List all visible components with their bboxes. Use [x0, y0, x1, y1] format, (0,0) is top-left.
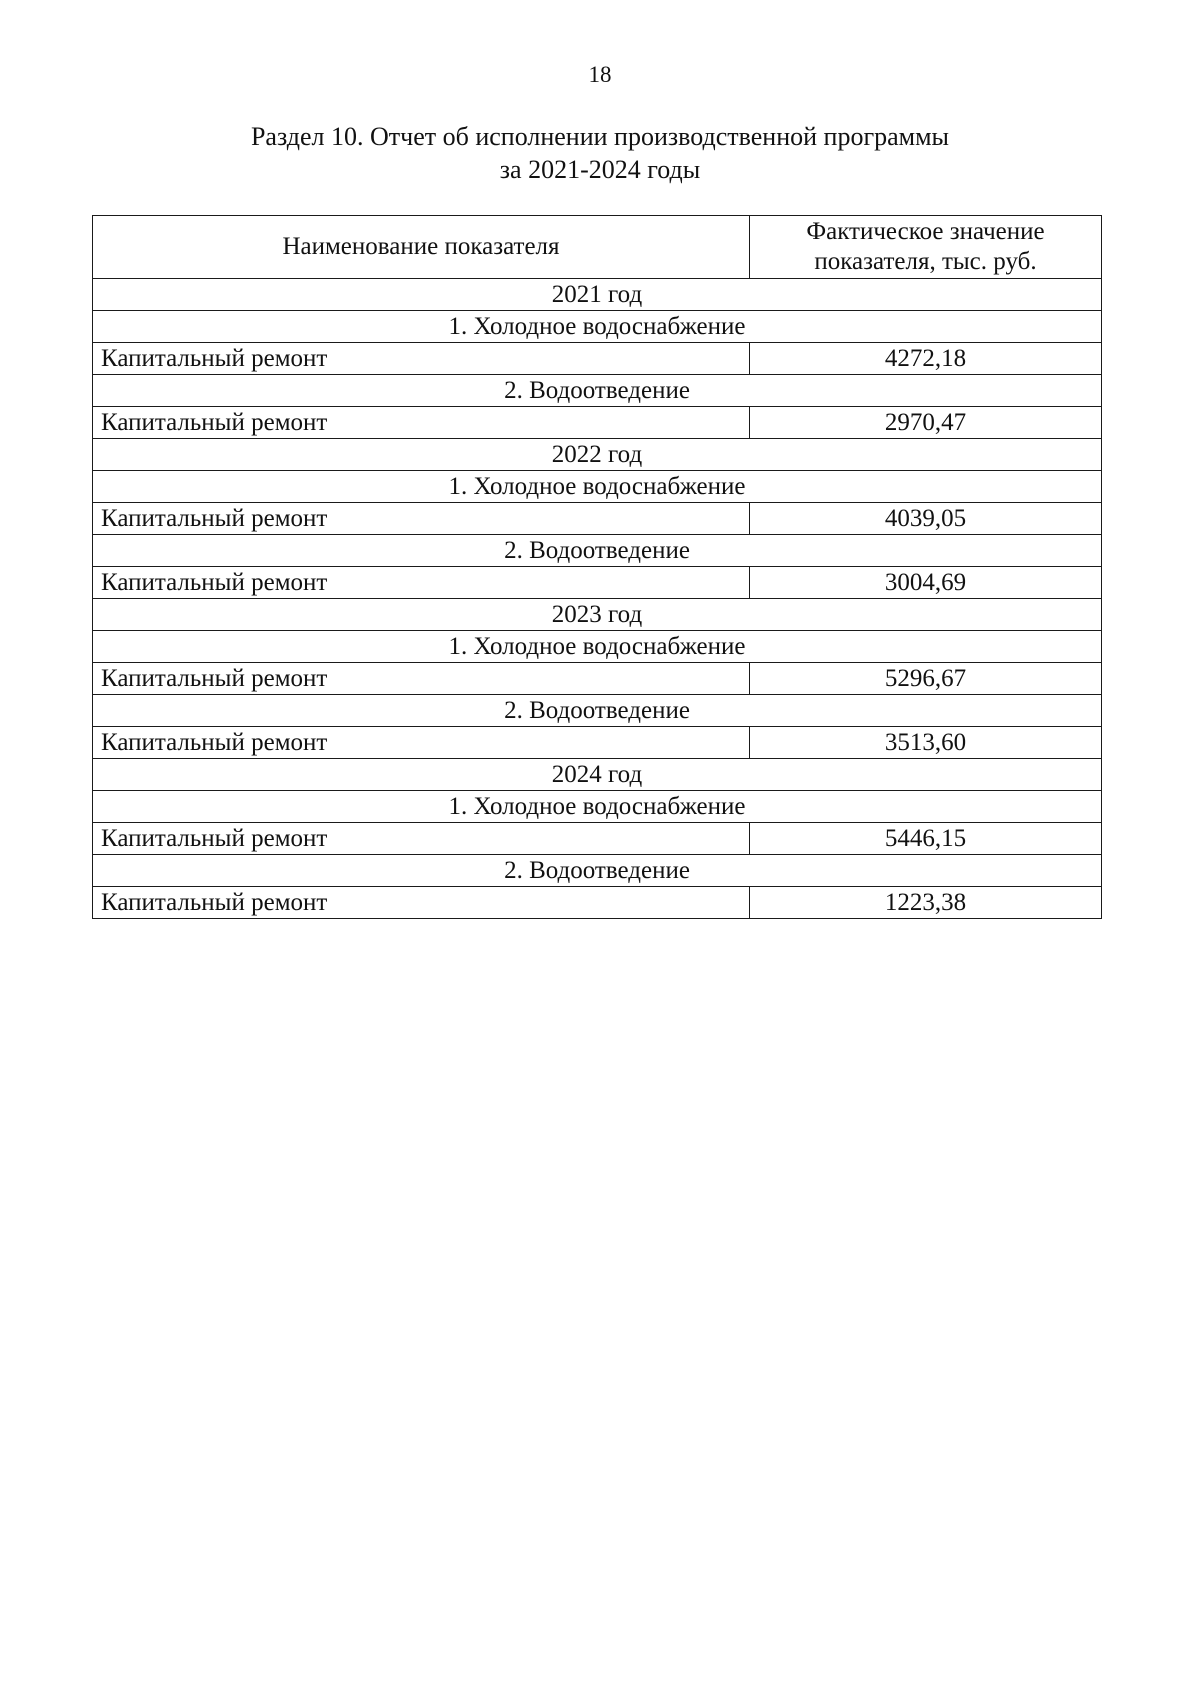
indicator-value: 1223,38 [750, 887, 1102, 919]
section-row [93, 791, 1102, 823]
indicator-name: Капитальный ремонт [93, 503, 750, 535]
production-program-report-table [92, 215, 1102, 919]
indicator-value: 5296,67 [750, 663, 1102, 695]
indicator-name: Капитальный ремонт [93, 343, 750, 375]
section-row [93, 695, 1102, 727]
year-row [93, 279, 1102, 311]
table-header-row [93, 216, 1102, 279]
section-row [93, 311, 1102, 343]
table-row [93, 343, 1102, 375]
table-row [93, 407, 1102, 439]
section-title: 2. Водоотведение [93, 695, 1102, 727]
section-row [93, 855, 1102, 887]
header-indicator-name: Наименование показателя [93, 216, 750, 279]
table-row [93, 503, 1102, 535]
year-label: 2024 год [93, 759, 1102, 791]
section-title: 2. Водоотведение [93, 855, 1102, 887]
section-row [93, 535, 1102, 567]
year-row [93, 759, 1102, 791]
table-row [93, 887, 1102, 919]
section-row [93, 375, 1102, 407]
indicator-name: Капитальный ремонт [93, 407, 750, 439]
section-row [93, 471, 1102, 503]
indicator-value: 4272,18 [750, 343, 1102, 375]
header-actual-value: Фактическое значение показателя, тыс. руб. [750, 216, 1102, 279]
page-number: 18 [588, 62, 612, 87]
section-row [93, 631, 1102, 663]
document-title [0, 120, 1200, 186]
year-label: 2021 год [93, 279, 1102, 311]
indicator-value: 3004,69 [750, 567, 1102, 599]
table-row [93, 727, 1102, 759]
indicator-value: 4039,05 [750, 503, 1102, 535]
year-row [93, 439, 1102, 471]
indicator-name: Капитальный ремонт [93, 887, 750, 919]
year-label: 2023 год [93, 599, 1102, 631]
indicator-name: Капитальный ремонт [93, 663, 750, 695]
document-title-line-2: за 2021-2024 годы [499, 155, 701, 184]
indicator-value: 3513,60 [750, 727, 1102, 759]
year-label: 2022 год [93, 439, 1102, 471]
table-row [93, 567, 1102, 599]
section-title: 2. Водоотведение [93, 375, 1102, 407]
table-row [93, 823, 1102, 855]
indicator-name: Капитальный ремонт [93, 567, 750, 599]
table-row [93, 663, 1102, 695]
document-title-line-1: Раздел 10. Отчет об исполнении производственной программы [250, 122, 950, 151]
section-title: 2. Водоотведение [93, 535, 1102, 567]
indicator-value: 5446,15 [750, 823, 1102, 855]
year-row [93, 599, 1102, 631]
indicator-name: Капитальный ремонт [93, 727, 750, 759]
indicator-name: Капитальный ремонт [93, 823, 750, 855]
section-title: 1. Холодное водоснабжение [93, 791, 1102, 823]
indicator-value: 2970,47 [750, 407, 1102, 439]
section-title: 1. Холодное водоснабжение [93, 471, 1102, 503]
section-title: 1. Холодное водоснабжение [93, 311, 1102, 343]
section-title: 1. Холодное водоснабжение [93, 631, 1102, 663]
